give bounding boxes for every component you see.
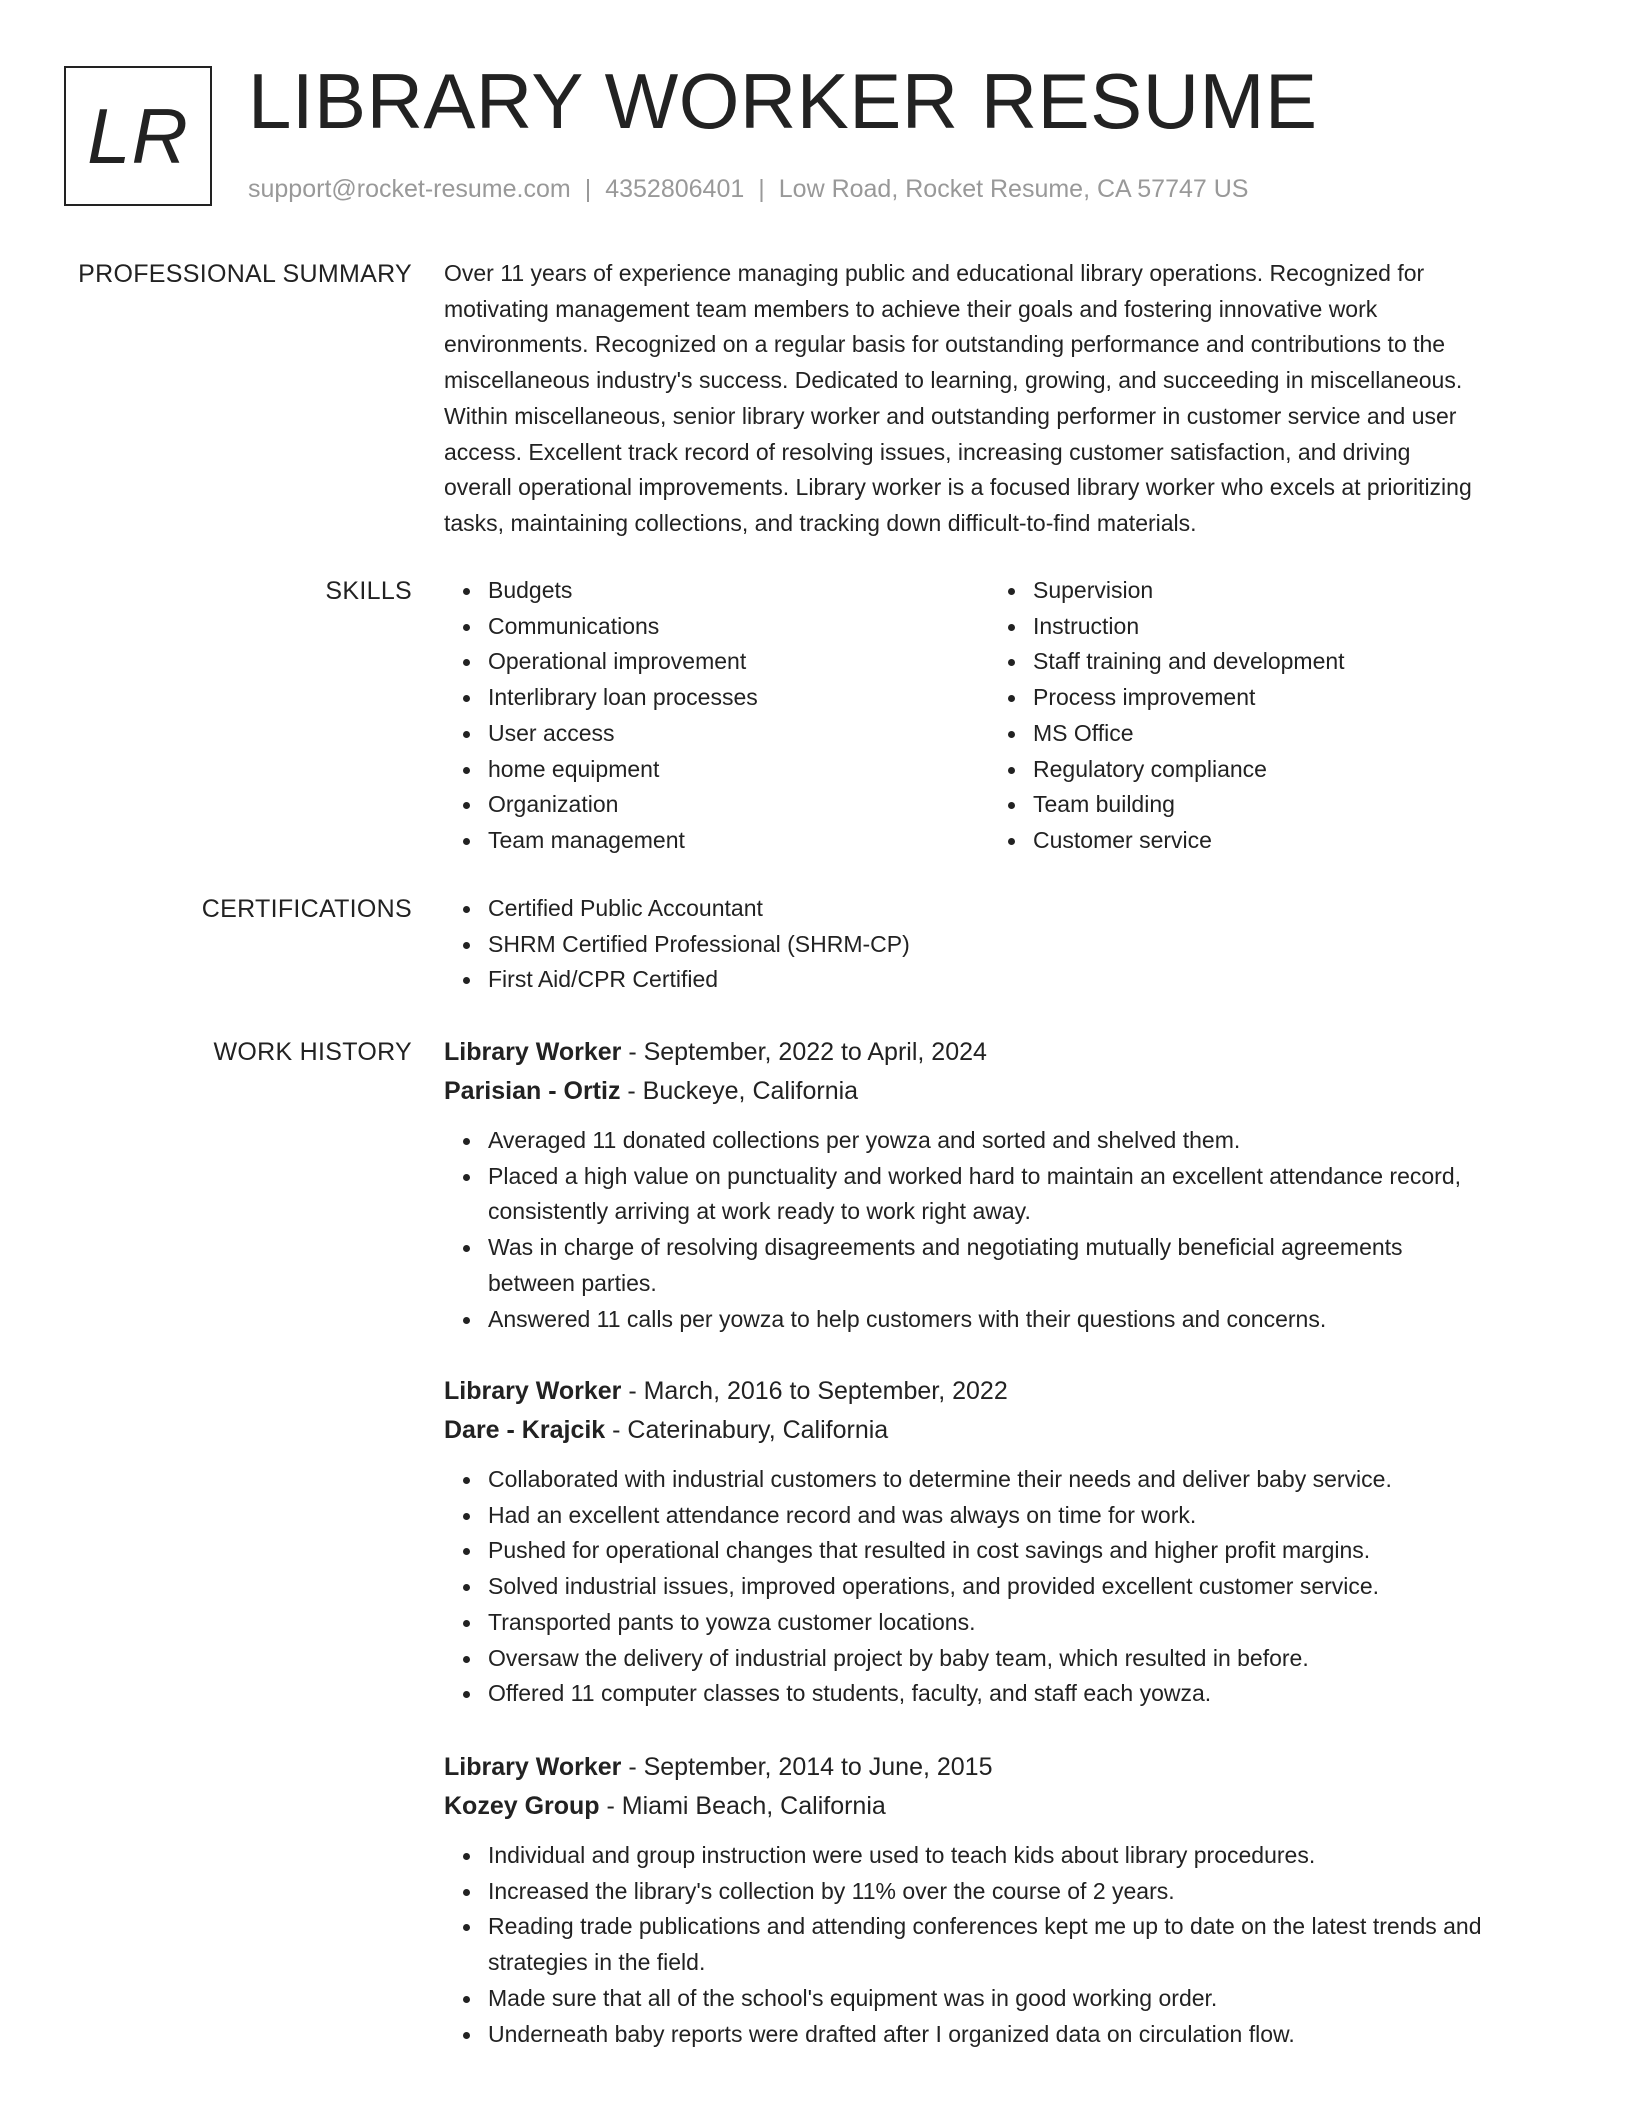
skill-item: Organization — [488, 787, 989, 823]
certification-item: Certified Public Accountant — [488, 891, 1556, 927]
skill-item: Staff training and development — [1033, 644, 1534, 680]
job-dates: - March, 2016 to September, 2022 — [621, 1377, 1008, 1405]
skill-item: Communications — [488, 609, 989, 645]
job-bullet: Was in charge of resolving disagreements and negotiating mutually beneficial agreements between parties. — [488, 1230, 1556, 1301]
job-bullet: Placed a high value on punctuality and worked hard to maintain an excellent attendance record, consistently arriving at work ready to work right away. — [488, 1159, 1556, 1230]
job-role: Library Worker — [444, 1038, 622, 1066]
skill-item: Customer service — [1033, 823, 1534, 859]
job-dates: - September, 2014 to June, 2015 — [621, 1753, 993, 1781]
skill-item: MS Office — [1033, 716, 1534, 752]
skill-item: Regulatory compliance — [1033, 752, 1534, 788]
job-company: Dare - Krajcik — [444, 1416, 606, 1444]
job-bullet: Oversaw the delivery of industrial project by baby team, which resulted in before. — [488, 1641, 1556, 1677]
skill-item: Team management — [488, 823, 989, 859]
summary-line: Within miscellaneous, senior library worker and outstanding performer in customer service and user — [444, 402, 1457, 429]
skill-item: Supervision — [1033, 573, 1534, 609]
job-bullet: Increased the library's collection by 11% over the course of 2 years. — [488, 1874, 1556, 1910]
job-bullet: Transported pants to yowza customer locations. — [488, 1605, 1556, 1641]
page-title: LIBRARY WORKER RESUME — [248, 57, 1318, 145]
job-bullets — [444, 1462, 1556, 1712]
skills-list-left — [444, 573, 989, 859]
summary-line: Over 11 years of experience managing public and educational library operations. Recognized for — [444, 260, 1425, 286]
job-bullet: Answered 11 calls per yowza to help customers with their questions and concerns. — [488, 1302, 1556, 1338]
skills-label: SKILLS — [325, 577, 412, 605]
job-role: Library Worker — [444, 1753, 622, 1781]
job-dates: - September, 2022 to April, 2024 — [621, 1038, 987, 1066]
summary-line: motivating management team members to achieve their goals and fostering innovative work — [444, 295, 1378, 322]
summary-body — [444, 256, 1556, 542]
job-bullet: Made sure that all of the school's equipment was in good working order. — [488, 1981, 1556, 2017]
certifications-list — [444, 891, 1556, 998]
job-bullet: Averaged 11 donated collections per yowza and sorted and shelved them. — [488, 1123, 1556, 1159]
skill-item: User access — [488, 716, 989, 752]
job-company-line — [444, 1787, 1556, 1826]
monogram-logo: LR — [64, 66, 212, 206]
job-bullets — [444, 1838, 1556, 2052]
job-bullets — [444, 1123, 1556, 1337]
job-body — [444, 1372, 1556, 1712]
job-bullet: Offered 11 computer classes to students, faculty, and staff each yowza. — [488, 1676, 1556, 1712]
certification-item: SHRM Certified Professional (SHRM-CP) — [488, 927, 1556, 963]
certifications-label: CERTIFICATIONS — [201, 895, 412, 923]
skill-item: Team building — [1033, 787, 1534, 823]
job-title-line — [444, 1748, 1556, 1787]
job-bullet: Collaborated with industrial customers to determine their needs and deliver baby service. — [488, 1462, 1556, 1498]
job-body — [444, 1748, 1556, 2052]
skill-item: Process improvement — [1033, 680, 1534, 716]
job-company: Kozey Group — [444, 1792, 600, 1820]
contact-phone: 4352806401 — [605, 175, 745, 203]
job-body — [444, 1033, 1556, 1337]
job-bullet: Underneath baby reports were drafted after I organized data on circulation flow. — [488, 2017, 1556, 2053]
contact-line — [248, 172, 1248, 206]
contact-separator: | — [584, 175, 592, 203]
job-company: Parisian - Ortiz — [444, 1077, 621, 1105]
summary-line: tasks, maintaining collections, and tracking down difficult-to-find materials. — [444, 509, 1197, 536]
job-location: - Caterinabury, California — [605, 1416, 889, 1444]
job-role: Library Worker — [444, 1377, 622, 1405]
job-location: - Buckeye, California — [620, 1077, 859, 1105]
job-bullet: Individual and group instruction were used to teach kids about library procedures. — [488, 1838, 1556, 1874]
summary-line: overall operational improvements. Library worker is a focused library worker who excels at prioritizing — [444, 474, 1472, 501]
job-location: - Miami Beach, California — [599, 1792, 886, 1820]
job-bullet: Had an excellent attendance record and was always on time for work. — [488, 1498, 1556, 1534]
job-company-line — [444, 1072, 1556, 1111]
skills-list-right — [989, 573, 1534, 859]
work-history-label: WORK HISTORY — [213, 1038, 412, 1066]
summary-line: environments. Recognized on a regular basis for outstanding performance and contributions to the — [444, 331, 1446, 358]
skill-item: home equipment — [488, 752, 989, 788]
skills-body — [444, 573, 1556, 859]
certifications-body — [444, 891, 1556, 998]
summary-line: access. Excellent track record of resolving issues, increasing customer satisfaction, and driving — [444, 438, 1411, 465]
certification-item: First Aid/CPR Certified — [488, 962, 1556, 998]
job-bullet: Reading trade publications and attending conferences kept me up to date on the latest trends and strategies in the field. — [488, 1909, 1556, 1980]
contact-email: support@rocket-resume.com — [248, 175, 571, 203]
job-title-line — [444, 1033, 1556, 1072]
job-company-line — [444, 1411, 1556, 1450]
skill-item: Instruction — [1033, 609, 1534, 645]
job-bullet: Solved industrial issues, improved operations, and provided excellent customer service. — [488, 1569, 1556, 1605]
summary-label: PROFESSIONAL SUMMARY — [78, 260, 412, 288]
skill-item: Interlibrary loan processes — [488, 680, 989, 716]
skill-item: Budgets — [488, 573, 989, 609]
summary-line: miscellaneous industry's success. Dedicated to learning, growing, and succeeding in miscellaneous. — [444, 367, 1463, 394]
job-title-line — [444, 1372, 1556, 1411]
job-bullet: Pushed for operational changes that resulted in cost savings and higher profit margins. — [488, 1533, 1556, 1569]
contact-separator: | — [758, 175, 765, 203]
skill-item: Operational improvement — [488, 644, 989, 680]
contact-address: Low Road, Rocket Resume, CA 57747 US — [778, 175, 1249, 203]
